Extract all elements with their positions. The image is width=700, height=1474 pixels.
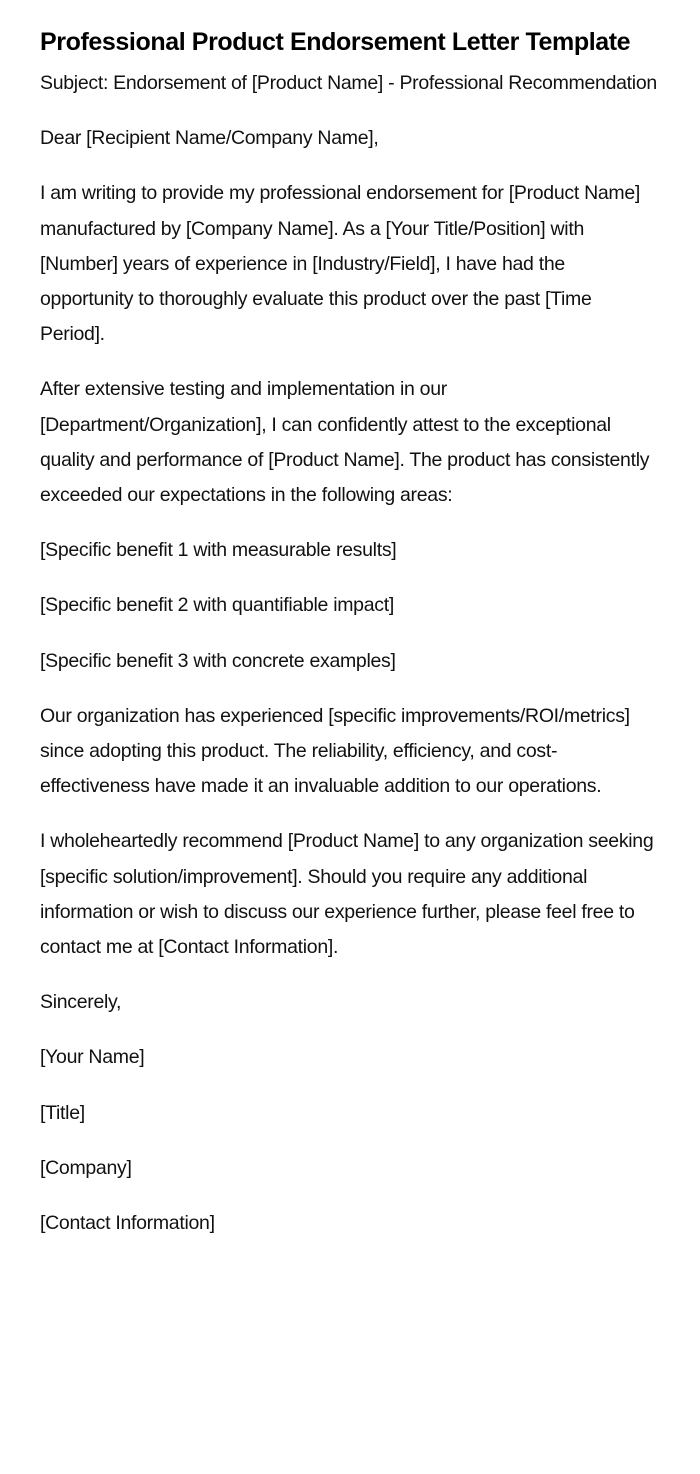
document-title: Professional Product Endorsement Letter Template: [40, 28, 631, 56]
signature-company: [Company]: [40, 1156, 132, 1179]
benefit-2: [Specific benefit 2 with quantifiable impact]: [40, 594, 394, 617]
results-paragraph: Our organization has experienced [specific improvements/ROI/metrics] since adopting this product. The reliability, efficiency, and cost-effectiveness have made it an invaluable addition to our operations.: [40, 704, 630, 798]
signature-contact: [Contact Information]: [40, 1212, 215, 1235]
intro-paragraph: I am writing to provide my professional endorsement for [Product Name] manufactured by [Company Name]. As a [Your Title/Position] with [Number] years of experience in [Industry/Field], I have had the opportunity to thoroughly evaluate this product over the past [Time Period].: [40, 182, 641, 346]
testing-paragraph: After extensive testing and implementation in our [Department/Organization], I can confidently attest to the exceptional quality and performance of [Product Name]. The product has consistently exceeded our expectations in the following areas:: [40, 378, 650, 507]
benefit-1: [Specific benefit 1 with measurable results]: [40, 539, 397, 562]
signature-name: [Your Name]: [40, 1046, 145, 1069]
benefit-3: [Specific benefit 3 with concrete examples]: [40, 649, 396, 672]
recommendation-paragraph: I wholeheartedly recommend [Product Name] to any organization seeking [specific solution/improvement]. Should you require any additional information or wish to discuss our experience further, please feel free to contact me at [Contact Information].: [40, 830, 654, 959]
signature-title: [Title]: [40, 1101, 85, 1124]
closing: Sincerely,: [40, 991, 122, 1014]
subject-line: Subject: Endorsement of [Product Name] - Professional Recommendation: [40, 72, 657, 94]
salutation: Dear [Recipient Name/Company Name],: [40, 127, 379, 150]
